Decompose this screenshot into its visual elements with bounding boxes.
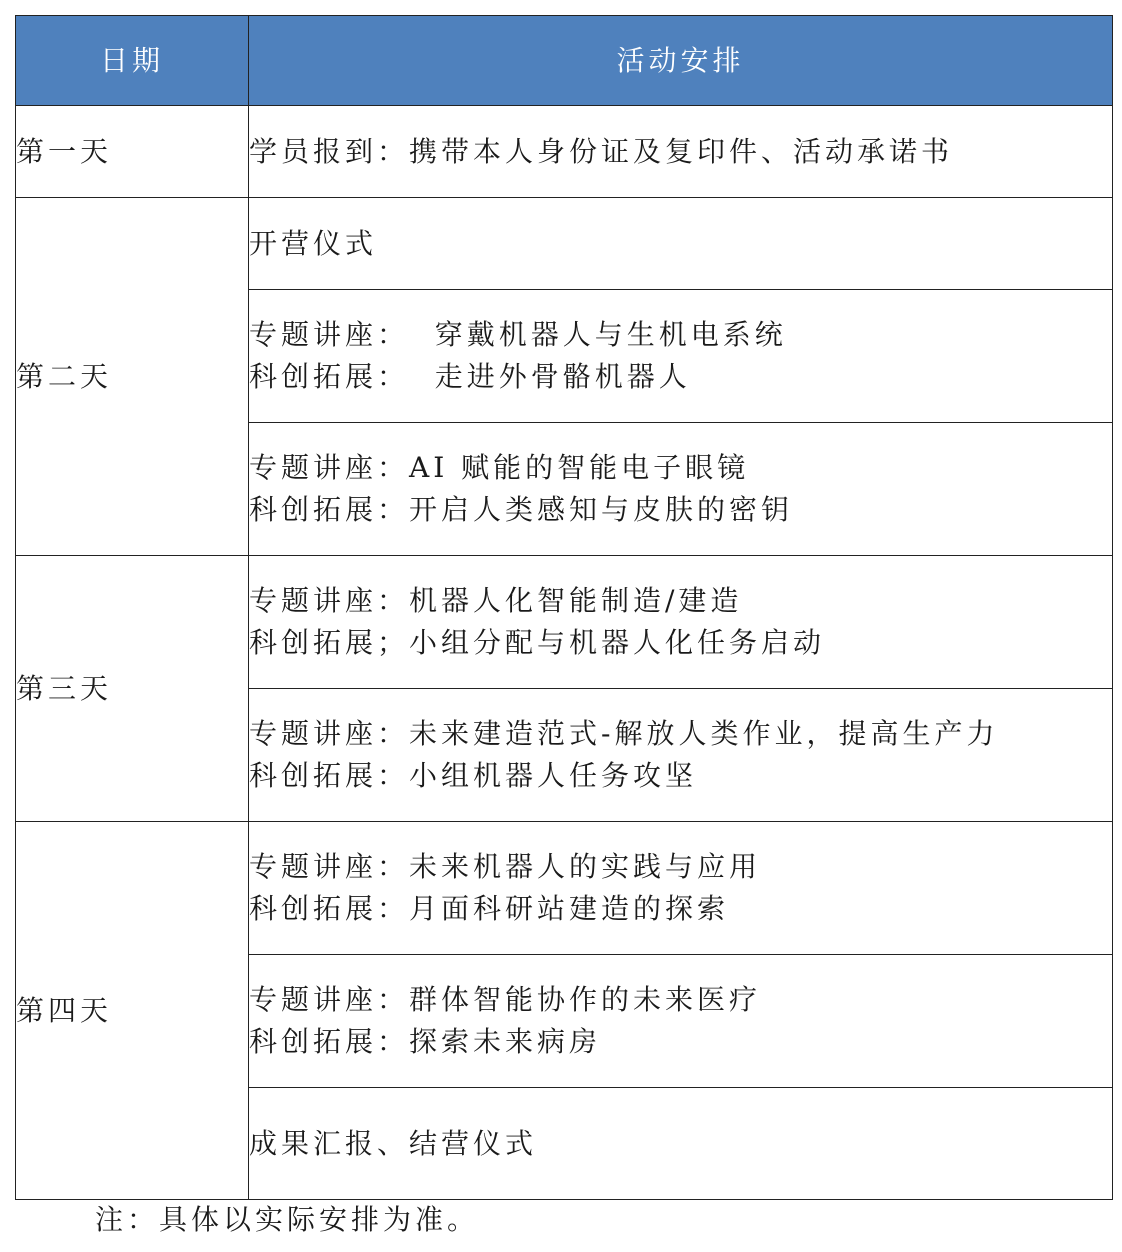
- header-activity: 活动安排: [249, 16, 1113, 106]
- table-header-row: [16, 16, 1113, 106]
- activity-line: 专题讲座：未来机器人的实践与应用: [249, 850, 762, 883]
- activity-line: 科创拓展；小组分配与机器人化任务启动: [249, 626, 826, 659]
- day-label-4: 第四天: [16, 822, 249, 1200]
- day-label-3: 第三天: [16, 556, 249, 822]
- activity-line: 专题讲座：群体智能协作的未来医疗: [249, 983, 762, 1016]
- table-row: [16, 556, 1113, 689]
- activity-line: 开营仪式: [249, 226, 378, 260]
- activity-line: 专题讲座：未来建造范式-解放人类作业，提高生产力: [249, 717, 999, 750]
- day-label-2: 第二天: [16, 198, 249, 556]
- activity-line: 科创拓展： 走进外骨骼机器人: [249, 360, 691, 393]
- activity-line: 学员报到：携带本人身份证及复印件、活动承诺书: [249, 134, 954, 168]
- activity-cell: [249, 955, 1113, 1088]
- activity-line: 科创拓展：探索未来病房: [249, 1025, 602, 1058]
- activity-cell: [249, 106, 1113, 198]
- activity-line: 成果汇报、结营仪式: [249, 1126, 538, 1160]
- activity-cell: [249, 198, 1113, 290]
- schedule-table: [15, 15, 1113, 1200]
- activity-line: 专题讲座：AI 赋能的智能电子眼镜: [249, 451, 750, 484]
- activity-cell: [249, 423, 1113, 556]
- activity-line: 科创拓展：小组机器人任务攻坚: [249, 759, 698, 792]
- footnote: 注：具体以实际安排为准。: [95, 1203, 480, 1236]
- activity-cell: [249, 689, 1113, 822]
- activity-line: 专题讲座： 穿戴机器人与生机电系统: [249, 318, 787, 351]
- activity-line: 专题讲座：机器人化智能制造/建造: [249, 584, 743, 617]
- table-row: [16, 106, 1113, 198]
- activity-cell: [249, 556, 1113, 689]
- activity-cell: [249, 822, 1113, 955]
- activity-line: 科创拓展：月面科研站建造的探索: [249, 892, 730, 925]
- table-row: [16, 822, 1113, 955]
- header-date: 日期: [16, 16, 249, 106]
- day-label-1: 第一天: [16, 106, 249, 198]
- activity-line: 科创拓展：开启人类感知与皮肤的密钥: [249, 493, 794, 526]
- activity-cell: [249, 290, 1113, 423]
- activity-cell: [249, 1088, 1113, 1200]
- table-row: [16, 198, 1113, 290]
